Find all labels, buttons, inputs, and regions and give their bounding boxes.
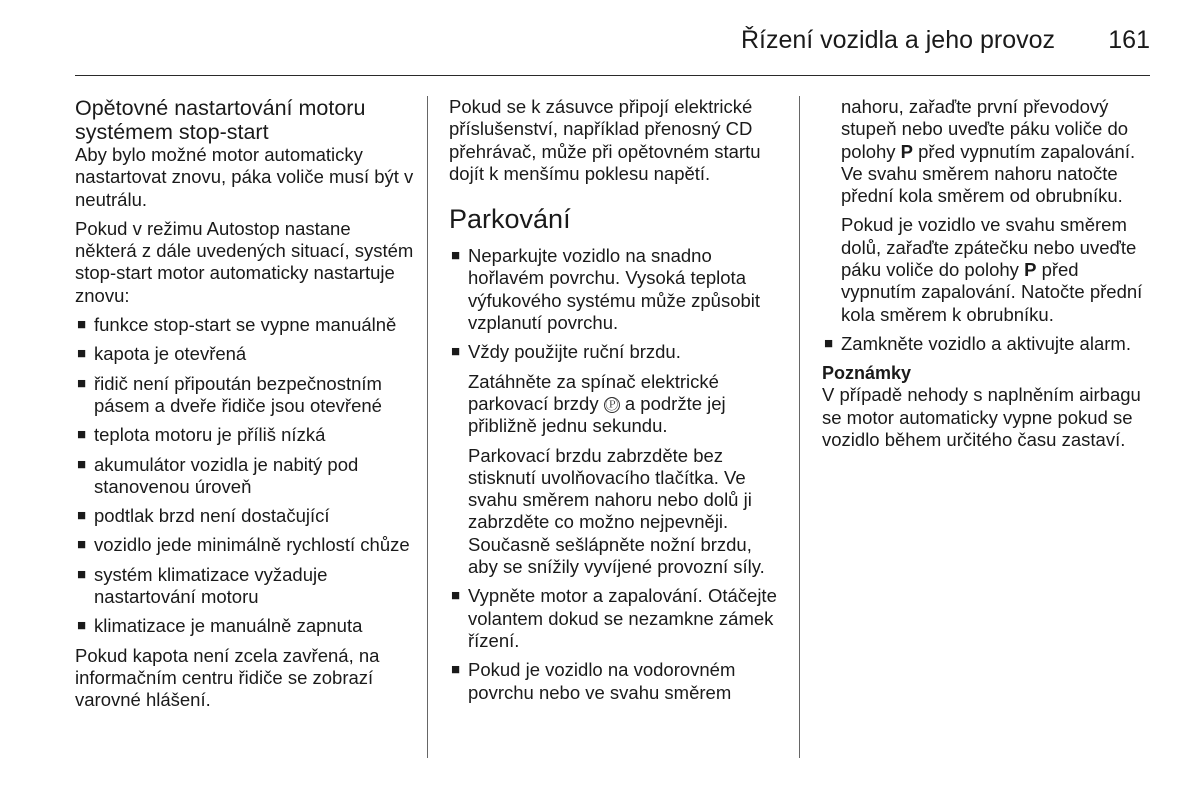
list-item: ■ Vypněte motor a zapalování. Otáčejte volantem dokud se nezamkne zámek řízení. bbox=[451, 585, 777, 651]
section-heading-stop-start bbox=[75, 96, 415, 144]
list-item: ■ vozidlo jede minimálně rychlostí chůze bbox=[77, 534, 410, 556]
paragraph-apply-brake: Parkovací brzdu zabrzděte bez stisknutí uvolňovacího tlačítka. Ve svahu směrem nahoru nebo dolů ji zabrzděte co možno nejpevněji. Současně sešlápněte nožní brzdu, aby se snížily vyvíjené provozní síly. bbox=[468, 444, 765, 578]
list-item: ■ podtlak brzd není dostačující bbox=[77, 505, 330, 527]
list-item: ■ řidič není připoután bezpečnostním pásem a dveře řidiče jsou otevřené bbox=[77, 372, 382, 416]
bullet-icon: ■ bbox=[451, 247, 461, 265]
paragraph-autostop: Pokud v režimu Autostop nastane některá z dále uvedených situací, systém stop-start motor automaticky nastartuje znovu: bbox=[75, 217, 414, 306]
paragraph-neutral: Aby bylo možné motor automaticky nastartovat znovu, páka voliče musí být v neutrálu. bbox=[75, 144, 414, 210]
bullet-icon: ■ bbox=[77, 536, 87, 554]
list-item: ■ teplota motoru je příliš nízká bbox=[77, 424, 326, 446]
restart-conditions-list bbox=[75, 314, 415, 638]
parking-list-continued bbox=[449, 585, 784, 703]
list-item: ■ kapota je otevřená bbox=[77, 343, 247, 365]
bullet-icon: ■ bbox=[77, 426, 87, 444]
section-heading-parking: Parkování bbox=[449, 204, 571, 235]
list-item: ■ Pokud je vozidlo na vodorovném povrchu nebo ve svahu směrem bbox=[451, 659, 736, 703]
bullet-icon: ■ bbox=[77, 316, 87, 334]
column-1 bbox=[75, 96, 415, 719]
list-item: ■ funkce stop-start se vypne manuálně bbox=[77, 314, 397, 336]
list-item: ■ systém klimatizace vyžaduje nastartování motoru bbox=[77, 563, 328, 608]
column-divider-1 bbox=[427, 96, 428, 758]
chapter-title: Řízení vozidla a jeho provoz bbox=[740, 26, 1055, 54]
paragraph-electric-brake: Zatáhněte za spínač elektrické parkovací brzdy Ⓟ a podržte jej přibližně jednu sekundu. bbox=[468, 370, 726, 437]
heading-line-1: Opětovné nastartování motoru bbox=[75, 96, 366, 120]
paragraph-voltage-drop: Pokud se k zásuvce připojí elektrické příslušenství, například přenosný CD přehrávač, může při opětovném startu dojít k menšímu poklesu napětí. bbox=[449, 96, 761, 184]
list-item: ■ Vždy použijte ruční brzdu. bbox=[451, 341, 681, 363]
column-3 bbox=[822, 96, 1157, 458]
parking-list bbox=[449, 245, 784, 363]
bullet-icon: ■ bbox=[451, 661, 461, 679]
bullet-icon: ■ bbox=[77, 455, 87, 473]
gear-p-label: P bbox=[1024, 259, 1037, 281]
header-rule bbox=[75, 75, 1150, 76]
list-item: ■ klimatizace je manuálně zapnuta bbox=[77, 615, 363, 637]
note-heading: Poznámky bbox=[822, 363, 912, 384]
column-divider-2 bbox=[799, 96, 800, 758]
paragraph-hood-warning: Pokud kapota není zcela zavřená, na informačním centru řidiče se zobrazí varovné hlášení. bbox=[75, 644, 380, 711]
bullet-icon: ■ bbox=[77, 507, 87, 525]
bullet-icon: ■ bbox=[77, 617, 87, 635]
gear-p-label: P bbox=[900, 140, 913, 162]
note-text: V případě nehody s naplněním airbagu se motor automaticky vypne pokud se vozidlo během určitého času zastaví. bbox=[822, 384, 1141, 450]
list-item: ■ akumulátor vozidla je nabitý pod stanovenou úroveň bbox=[77, 453, 359, 497]
heading-line-2: systémem stop-start bbox=[75, 120, 269, 144]
bullet-icon: ■ bbox=[77, 565, 87, 583]
bullet-icon: ■ bbox=[451, 587, 461, 605]
bullet-icon: ■ bbox=[77, 374, 87, 392]
paragraph-uphill: nahoru, zařaďte první převodový stupeň nebo uveďte páku voliče do polohy P před vypnutím zapalování. Ve svahu směrem nahoru natočte přední kola směrem od obrubníku. bbox=[841, 96, 1136, 207]
parking-brake-icon: Ⓟ bbox=[605, 396, 619, 412]
parking-list-end bbox=[822, 333, 1157, 355]
list-item: ■ Zamkněte vozidlo a aktivujte alarm. bbox=[824, 332, 1131, 354]
column-2 bbox=[449, 96, 784, 711]
bullet-icon: ■ bbox=[451, 343, 461, 361]
page-number: 161 bbox=[1108, 26, 1150, 54]
paragraph-downhill: Pokud je vozidlo ve svahu směrem dolů, zařaďte zpátečku nebo uveďte páku voliče do polohy P před vypnutím zapalování. Natočte přední kola směrem k obrubníku. bbox=[841, 214, 1143, 325]
bullet-icon: ■ bbox=[77, 345, 87, 363]
list-item: ■ Neparkujte vozidlo na snadno hořlavém povrchu. Vysoká teplota výfukového systému může způsobit vzplanutí povrchu. bbox=[451, 245, 761, 334]
bullet-icon: ■ bbox=[824, 334, 834, 352]
